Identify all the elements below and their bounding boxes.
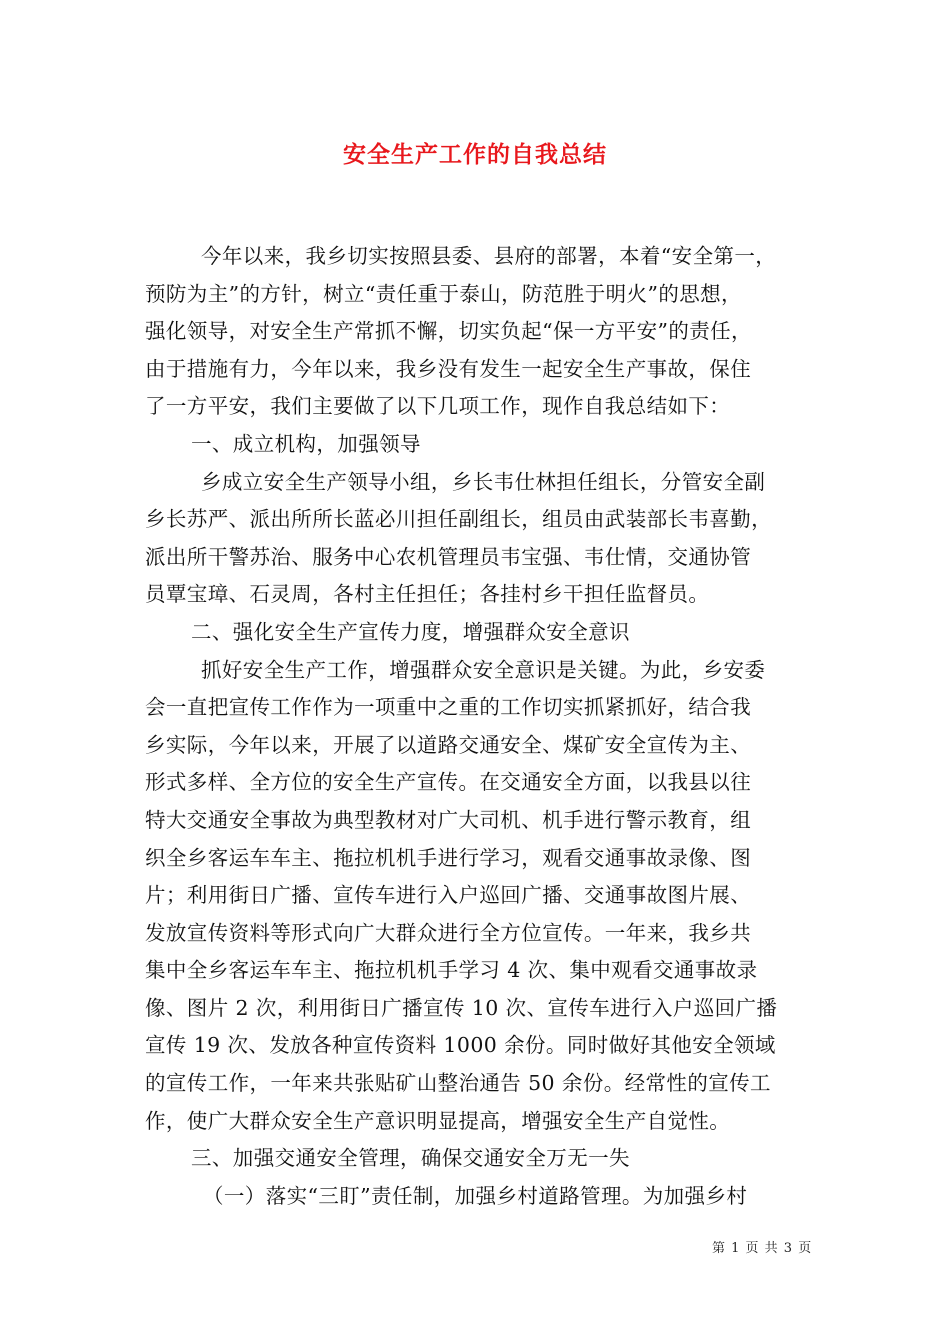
page-indicator: 第 1 页 共 3 页 [712, 1241, 813, 1256]
document-body [145, 238, 815, 1215]
text-line: 由于措施有力，今年以来，我乡没有发生一起安全生产事故，保住 [145, 356, 752, 381]
text-line: 预防为主”的方针，树立“责任重于泰山，防范胜于明火”的思想， [145, 281, 742, 306]
text-line: 员覃宝璋、石灵周，各村主任担任；各挂村乡干担任监督员。 [145, 582, 710, 607]
text-line: 作，使广大群众安全生产意识明显提高，增强安全生产自觉性。 [145, 1108, 731, 1133]
text-line: 乡实际，今年以来，开展了以道路交通安全、煤矿安全宣传为主、 [145, 732, 752, 757]
text-line: 抓好安全生产工作，增强群众安全意识是关键。为此，乡安委 [201, 657, 766, 682]
text-line: 今年以来，我乡切实按照县委、县府的部署，本着“安全第一， [201, 244, 777, 268]
text-line: 宣传 19 次、发放各种宣传资料 1000 余份。同时做好其他安全领域 [145, 1033, 776, 1058]
text-line: 形式多样、全方位的安全生产宣传。在交通安全方面，以我县以往 [145, 770, 752, 795]
text-line: 会一直把宣传工作作为一项重中之重的工作切实抓紧抓好，结合我 [145, 695, 752, 720]
text-line: 乡成立安全生产领导小组，乡长韦仕林担任组长，分管安全副 [201, 469, 766, 494]
text-line: 片；利用街日广播、宣传车进行入户巡回广播、交通事故图片展、 [145, 883, 752, 908]
text-line: 了一方平安，我们主要做了以下几项工作，现作自我总结如下： [145, 394, 731, 419]
text-line: 的宣传工作，一年来共张贴矿山整治通告 50 余份。经常性的宣传工 [145, 1071, 771, 1096]
document-title: 安全生产工作的自我总结 [343, 142, 607, 168]
text-line: 像、图片 2 次，利用街日广播宣传 10 次、宣传车进行入户巡回广播 [145, 995, 778, 1020]
text-line: 乡长苏严、派出所所长蓝必川担任副组长，组员由武装部长韦喜勤， [145, 507, 772, 532]
text-line: 发放宣传资料等形式向广大群众进行全方位宣传。一年来，我乡共 [145, 920, 752, 945]
text-line: 强化领导，对安全生产常抓不懈，切实负起“保一方平安”的责任， [145, 319, 752, 344]
text-line: 三、加强交通安全管理，确保交通安全万无一失 [191, 1146, 630, 1171]
text-line: 派出所干警苏治、服务中心农机管理员韦宝强、韦仕情，交通协管 [145, 544, 752, 569]
text-line: 特大交通安全事故为典型教材对广大司机、机手进行警示教育，组 [145, 807, 752, 832]
text-line: 织全乡客运车车主、拖拉机机手进行学习，观看交通事故录像、图 [145, 845, 752, 870]
text-line: 一、成立机构，加强领导 [191, 431, 421, 456]
text-line: 二、强化安全生产宣传力度，增强群众安全意识 [191, 619, 630, 644]
text-line: （一）落实“三盯”责任制，加强乡村道路管理。为加强乡村 [203, 1183, 748, 1208]
text-line: 集中全乡客运车车主、拖拉机机手学习 4 次、集中观看交通事故录 [145, 958, 758, 983]
